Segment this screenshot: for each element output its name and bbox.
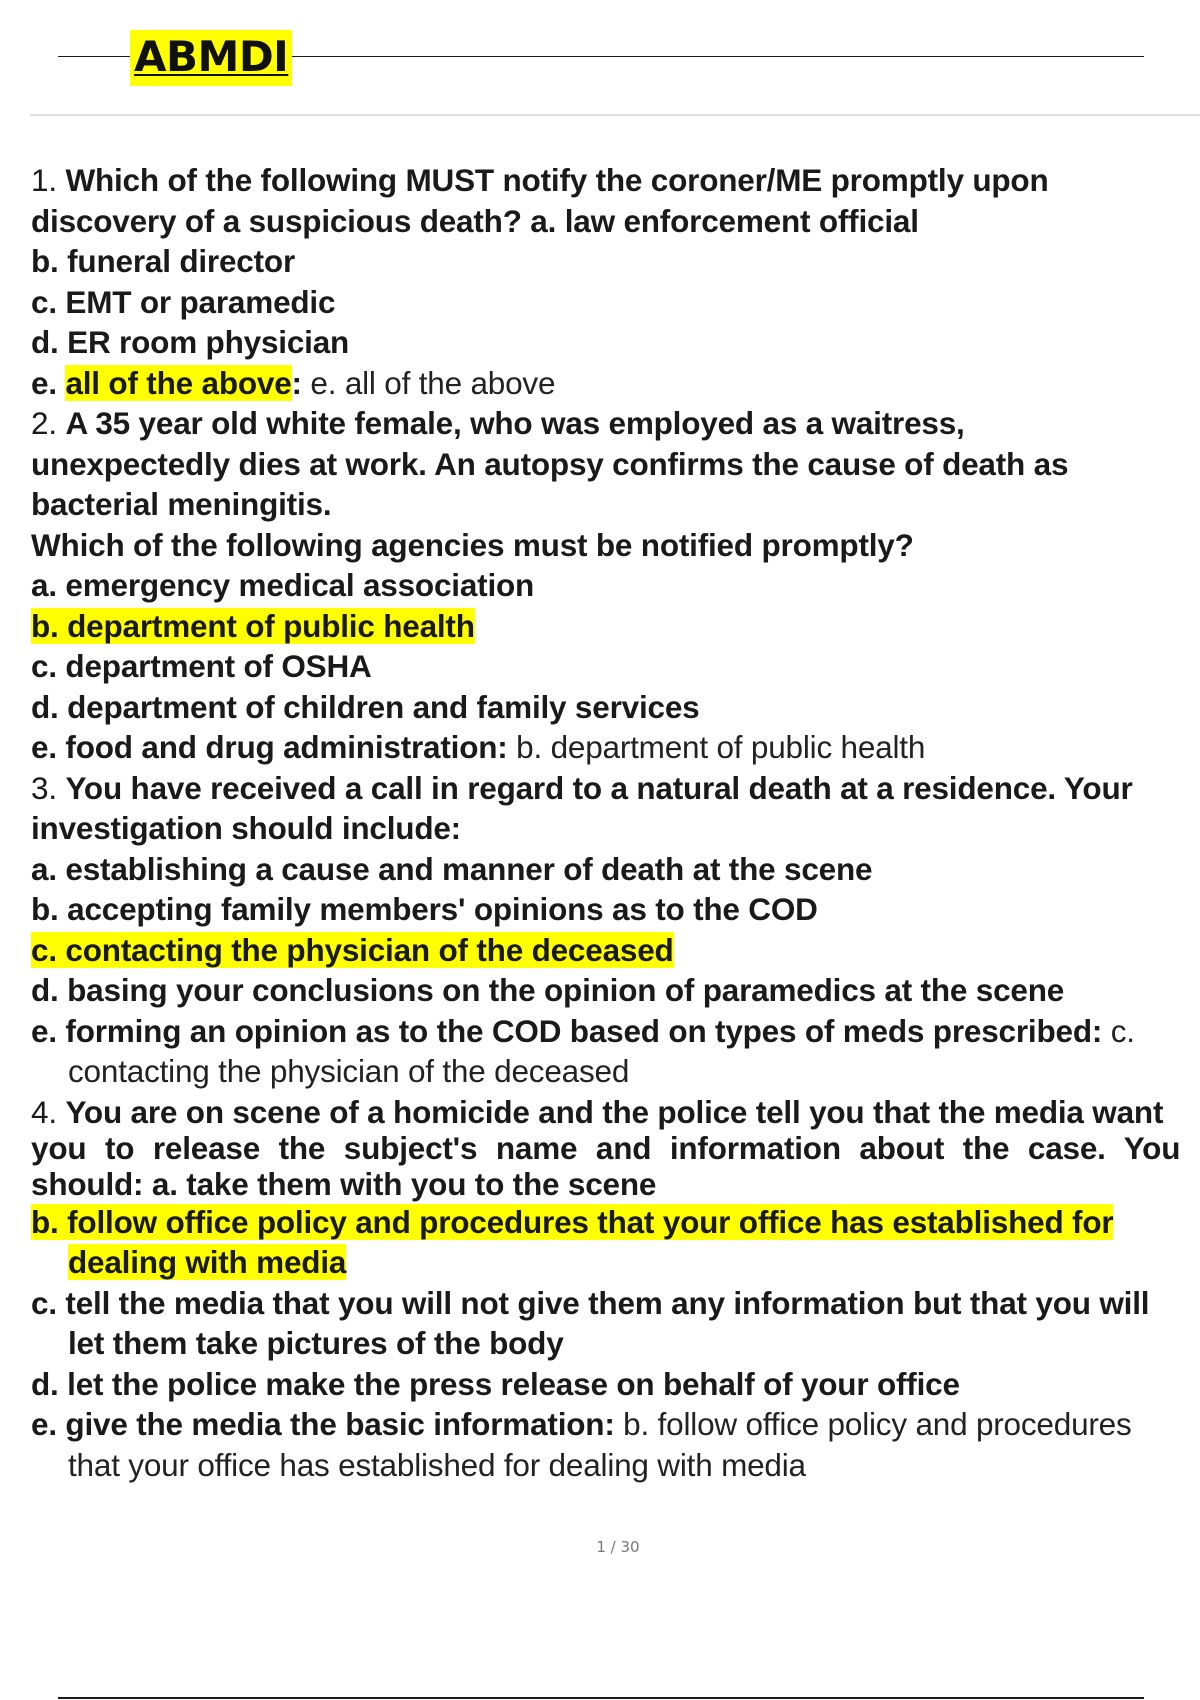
option-c-continued: let them take pictures of the body [68,1325,564,1361]
header-separator [30,114,1200,116]
option-c: c. EMT or paramedic [31,283,336,320]
option-c: c. tell the media that you will not give them any information but that you will [31,1284,1150,1321]
question-1 [31,160,1196,403]
option-e: e. food and drug administration: b. department of public health [31,729,926,765]
question-stem: bacterial meningitis. [31,486,332,522]
option-c-highlighted: c. contacting the physician of the deceased [31,931,674,968]
question-stem: Which of the following agencies must be notified promptly? [31,526,914,563]
option-d: d. department of children and family services [31,688,700,725]
question-stem: A 35 year old white female, who was employed as a waitress, [65,405,965,441]
option-c: c. department of OSHA [31,648,372,684]
answer-text: b. follow office policy and procedures [614,1406,1132,1442]
question-3 [31,768,1196,1092]
option-d: d. let the police make the press release on behalf of your office [31,1365,960,1402]
document-header [58,30,1144,90]
answer-text: e. all of the above [301,364,556,401]
option-a: a. establishing a cause and manner of death at the scene [31,850,873,887]
question-stem: Which of the following MUST notify the coroner/ME promptly upon [65,162,1049,198]
question-stem: You have received a call in regard to a natural death at a residence. Your [65,769,1133,806]
option-e: e. forming an opinion as to the COD based on types of meds prescribed: c. [31,1012,1135,1049]
answer-text: c. [1102,1012,1135,1049]
option-b: b. funeral director [31,243,295,279]
question-number: 4. [31,1093,57,1130]
question-number: 3. [31,769,57,806]
question-stem: should: a. take them with you to the scene [31,1165,657,1202]
document-body [31,160,1196,1485]
answer-text-continued: that your office has established for dealing with media [68,1446,806,1483]
question-stem: investigation should include: [31,810,461,846]
option-d: d. ER room physician [31,324,350,360]
question-number: 1. [31,162,57,198]
question-stem: You are on scene of a homicide and the police tell you that the media want [65,1093,1164,1130]
answer-text-continued: contacting the physician of the deceased [68,1053,630,1089]
question-2 [31,403,1196,768]
document-title: ABMDI [130,30,292,86]
option-e: e. give the media the basic information: b. follow office policy and procedures [31,1406,1132,1442]
question-4 [31,1094,1196,1486]
option-d: d. basing your conclusions on the opinion of paramedics at the scene [31,972,1065,1008]
question-number: 2. [31,405,57,441]
question-stem: unexpectedly dies at work. An autopsy confirms the cause of death as [31,445,1069,482]
highlighted-answer: all of the above [65,364,292,401]
footer-rule [58,1697,1144,1699]
option-b-highlighted: b. follow office policy and procedures that your office has established for [31,1203,1114,1240]
option-e: e. all of the above: e. all of the above [31,364,556,401]
option-b-highlighted: b. department of public health [31,607,475,644]
question-stem: discovery of a suspicious death? a. law enforcement official [31,202,919,239]
option-b-highlighted-continued: dealing with media [68,1244,347,1280]
question-stem: you to release the subject's name and information about the case. You [31,1129,1181,1166]
answer-text: b. department of public health [507,729,926,765]
option-a: a. emergency medical association [31,567,535,603]
option-b: b. accepting family members' opinions as to the COD [31,891,818,927]
page-number: 1 / 30 [596,1538,640,1556]
